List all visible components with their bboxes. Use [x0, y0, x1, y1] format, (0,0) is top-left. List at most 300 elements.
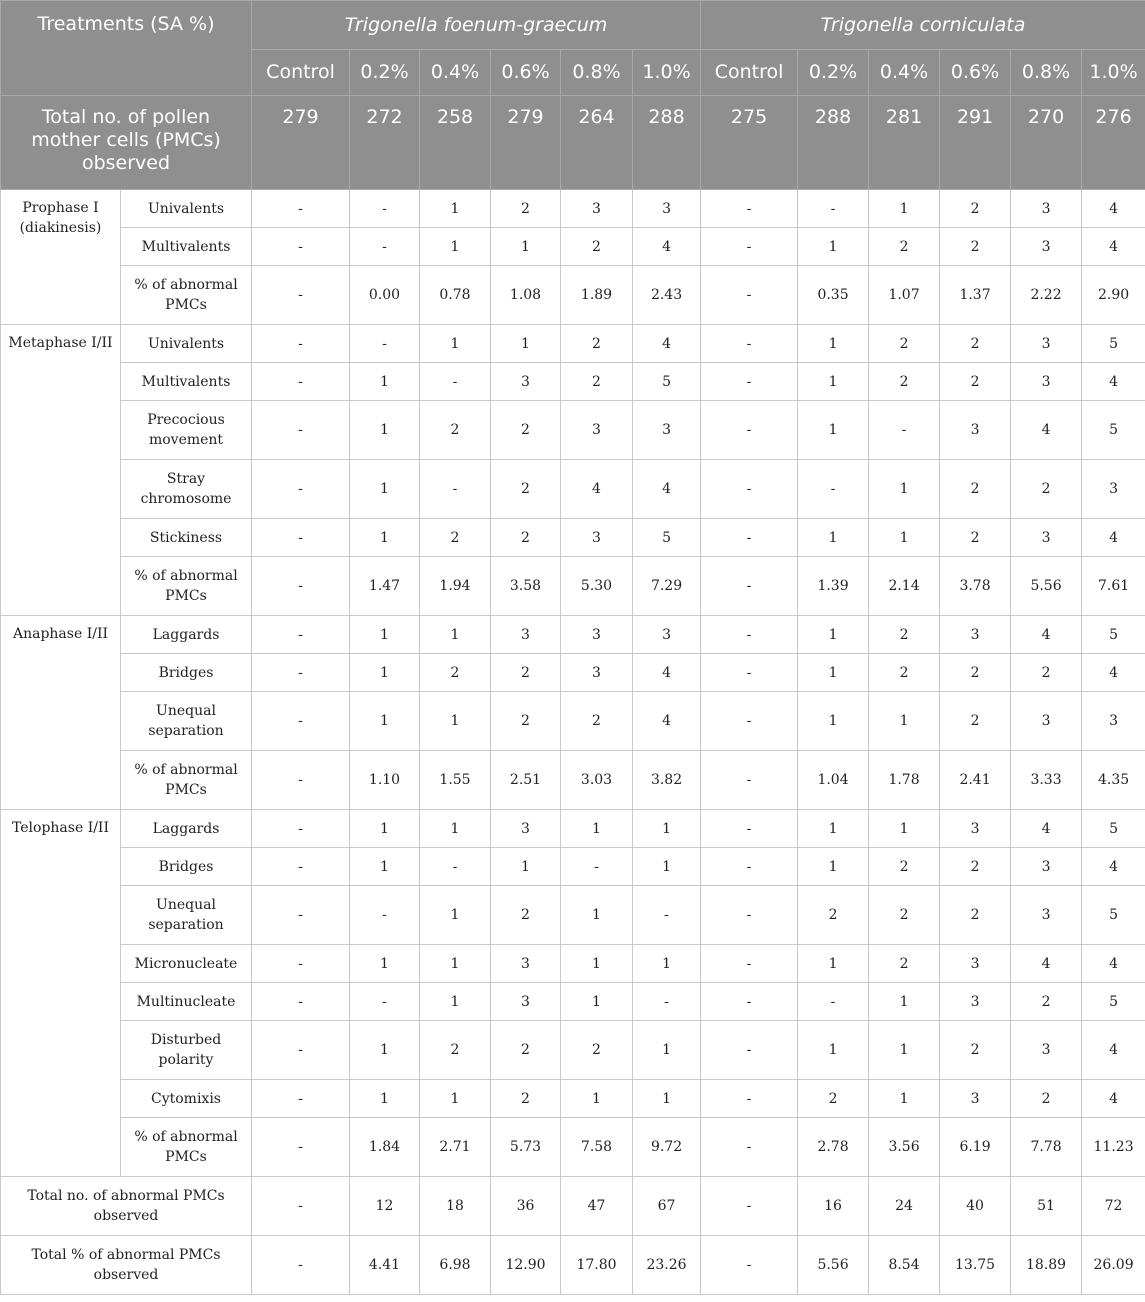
value-cell: 1 [350, 616, 420, 654]
value-cell: 3 [491, 363, 561, 401]
value-cell: 4 [1082, 363, 1145, 401]
value-cell: 2 [869, 945, 940, 983]
value-cell: 2 [1011, 1080, 1082, 1118]
value-cell: 1 [633, 945, 701, 983]
value-cell: 3.56 [869, 1118, 940, 1177]
total-value-cell: - [252, 1177, 350, 1236]
value-cell: 1 [869, 460, 940, 519]
species-header-row [1, 1, 1145, 50]
value-cell: 4 [1082, 1080, 1145, 1118]
value-cell: - [350, 983, 420, 1021]
value-cell: 1 [633, 1021, 701, 1080]
value-cell: - [701, 654, 798, 692]
stage-label: Prophase I (diakinesis) [1, 190, 121, 325]
value-cell: 1 [420, 190, 491, 228]
row-label: Bridges [121, 848, 252, 886]
total-pmc-value: 258 [420, 96, 491, 190]
value-cell: 2 [561, 692, 633, 751]
value-cell: 2 [1011, 654, 1082, 692]
species-header-2: Trigonella corniculata [701, 1, 1145, 50]
value-cell: 2.41 [940, 751, 1011, 810]
total-value-cell: 12 [350, 1177, 420, 1236]
value-cell: 3 [491, 810, 561, 848]
value-cell: - [701, 363, 798, 401]
value-cell: 2 [869, 363, 940, 401]
value-cell: - [252, 1021, 350, 1080]
value-cell: 3 [491, 616, 561, 654]
value-cell: 0.35 [798, 266, 869, 325]
value-cell: 1 [561, 810, 633, 848]
value-cell: - [701, 266, 798, 325]
total-value-cell: 18.89 [1011, 1236, 1082, 1295]
value-cell: 1 [798, 945, 869, 983]
value-cell: 2 [491, 1080, 561, 1118]
value-cell: 1 [350, 401, 420, 460]
value-cell: 1 [350, 1021, 420, 1080]
value-cell: 2 [420, 1021, 491, 1080]
value-cell: - [701, 945, 798, 983]
total-value-cell: - [701, 1236, 798, 1295]
value-cell: - [252, 519, 350, 557]
value-cell: - [252, 848, 350, 886]
value-cell: 2 [940, 848, 1011, 886]
value-cell: 1 [420, 886, 491, 945]
value-cell: - [701, 1021, 798, 1080]
total-value-cell: 51 [1011, 1177, 1082, 1236]
value-cell: 1 [420, 810, 491, 848]
value-cell: 9.72 [633, 1118, 701, 1177]
value-cell: - [252, 401, 350, 460]
dose-header: 0.8% [561, 50, 633, 96]
value-cell: - [252, 1080, 350, 1118]
total-value-cell: - [252, 1236, 350, 1295]
total-label: Total % of abnormal PMCs observed [1, 1236, 252, 1295]
row-label: Multinucleate [121, 983, 252, 1021]
total-pmc-value: 279 [491, 96, 561, 190]
value-cell: 3 [1011, 886, 1082, 945]
value-cell: 0.00 [350, 266, 420, 325]
value-cell: 3 [1082, 692, 1145, 751]
table-row [1, 460, 1145, 519]
value-cell: 1 [420, 1080, 491, 1118]
value-cell: 1.78 [869, 751, 940, 810]
value-cell: 4 [1082, 654, 1145, 692]
value-cell: 2 [869, 616, 940, 654]
value-cell: 2 [940, 190, 1011, 228]
total-value-cell: 72 [1082, 1177, 1145, 1236]
value-cell: 1 [491, 848, 561, 886]
value-cell: 1.08 [491, 266, 561, 325]
value-cell: - [420, 848, 491, 886]
value-cell: 1 [350, 1080, 420, 1118]
table-header [1, 1, 1145, 190]
value-cell: 1.04 [798, 751, 869, 810]
value-cell: 2 [940, 363, 1011, 401]
total-pmc-value: 291 [940, 96, 1011, 190]
value-cell: 4 [1011, 401, 1082, 460]
value-cell: 5 [1082, 616, 1145, 654]
dose-header: 0.2% [798, 50, 869, 96]
value-cell: 5 [633, 363, 701, 401]
value-cell: - [798, 460, 869, 519]
value-cell: - [701, 190, 798, 228]
total-value-cell: 18 [420, 1177, 491, 1236]
value-cell: 1 [350, 654, 420, 692]
value-cell: 2 [869, 886, 940, 945]
value-cell: 2.78 [798, 1118, 869, 1177]
value-cell: 4 [1082, 945, 1145, 983]
value-cell: 4 [1011, 810, 1082, 848]
row-label: % of abnormal PMCs [121, 751, 252, 810]
value-cell: 1 [420, 325, 491, 363]
value-cell: 3 [1011, 190, 1082, 228]
total-value-cell: 13.75 [940, 1236, 1011, 1295]
value-cell: 2 [561, 325, 633, 363]
dose-header: 0.4% [869, 50, 940, 96]
value-cell: 2 [491, 401, 561, 460]
value-cell: 2 [561, 1021, 633, 1080]
value-cell: 7.78 [1011, 1118, 1082, 1177]
dose-header: 0.8% [1011, 50, 1082, 96]
value-cell: 2 [798, 1080, 869, 1118]
value-cell: 3 [633, 401, 701, 460]
table-row [1, 519, 1145, 557]
value-cell: 5 [1082, 810, 1145, 848]
value-cell: 3 [940, 616, 1011, 654]
value-cell: - [252, 654, 350, 692]
value-cell: 4 [633, 654, 701, 692]
value-cell: 1 [798, 654, 869, 692]
total-value-cell: 23.26 [633, 1236, 701, 1295]
table-row [1, 654, 1145, 692]
value-cell: - [798, 983, 869, 1021]
row-label: % of abnormal PMCs [121, 557, 252, 616]
value-cell: 3 [940, 983, 1011, 1021]
value-cell: 1 [350, 810, 420, 848]
table-row [1, 266, 1145, 325]
total-row [1, 1236, 1145, 1295]
value-cell: - [701, 325, 798, 363]
row-label: % of abnormal PMCs [121, 266, 252, 325]
value-cell: 5 [1082, 401, 1145, 460]
value-cell: - [701, 848, 798, 886]
value-cell: 2 [491, 1021, 561, 1080]
value-cell: 1 [869, 1080, 940, 1118]
value-cell: 6.19 [940, 1118, 1011, 1177]
value-cell: 1 [350, 692, 420, 751]
value-cell: 2 [491, 692, 561, 751]
value-cell: 3 [491, 945, 561, 983]
value-cell: 4 [633, 325, 701, 363]
table-row [1, 886, 1145, 945]
value-cell: - [252, 692, 350, 751]
row-label: Multivalents [121, 228, 252, 266]
row-label: Stray chromosome [121, 460, 252, 519]
value-cell: 1 [798, 810, 869, 848]
value-cell: - [252, 228, 350, 266]
dose-header: 0.2% [350, 50, 420, 96]
value-cell: - [701, 1118, 798, 1177]
value-cell: 2 [491, 519, 561, 557]
dose-header: Control [701, 50, 798, 96]
value-cell: 7.58 [561, 1118, 633, 1177]
value-cell: 1 [420, 616, 491, 654]
value-cell: 3 [940, 810, 1011, 848]
value-cell: 2 [940, 228, 1011, 266]
value-cell: 3 [561, 401, 633, 460]
value-cell: - [798, 190, 869, 228]
value-cell: 5.30 [561, 557, 633, 616]
row-label: Bridges [121, 654, 252, 692]
value-cell: 1 [869, 190, 940, 228]
value-cell: 7.61 [1082, 557, 1145, 616]
value-cell: 1.55 [420, 751, 491, 810]
value-cell: 7.29 [633, 557, 701, 616]
value-cell: 4 [633, 460, 701, 519]
value-cell: 2 [420, 519, 491, 557]
value-cell: 5 [1082, 886, 1145, 945]
value-cell: 1 [798, 228, 869, 266]
total-pmc-value: 288 [798, 96, 869, 190]
value-cell: - [350, 190, 420, 228]
table-row [1, 810, 1145, 848]
value-cell: - [252, 1118, 350, 1177]
value-cell: 1 [798, 616, 869, 654]
value-cell: 4 [1011, 945, 1082, 983]
value-cell: 3 [561, 654, 633, 692]
total-pmc-value: 270 [1011, 96, 1082, 190]
value-cell: 1.10 [350, 751, 420, 810]
table-row [1, 190, 1145, 228]
value-cell: 3 [1011, 848, 1082, 886]
table-row [1, 1021, 1145, 1080]
total-pmc-value: 281 [869, 96, 940, 190]
table-row [1, 1080, 1145, 1118]
value-cell: 4 [633, 228, 701, 266]
total-label: Total no. of abnormal PMCs observed [1, 1177, 252, 1236]
value-cell: 1 [420, 983, 491, 1021]
row-label: Laggards [121, 616, 252, 654]
value-cell: - [252, 266, 350, 325]
value-cell: 2 [1011, 983, 1082, 1021]
value-cell: 2 [420, 401, 491, 460]
value-cell: 1 [350, 363, 420, 401]
value-cell: - [701, 983, 798, 1021]
value-cell: 3 [633, 190, 701, 228]
row-label: Precocious movement [121, 401, 252, 460]
value-cell: 5 [633, 519, 701, 557]
value-cell: 1.07 [869, 266, 940, 325]
table-body [1, 190, 1145, 1295]
value-cell: - [252, 810, 350, 848]
value-cell: 2 [420, 654, 491, 692]
value-cell: 2.22 [1011, 266, 1082, 325]
value-cell: 1.89 [561, 266, 633, 325]
row-label: Univalents [121, 325, 252, 363]
value-cell: - [701, 751, 798, 810]
table-row [1, 945, 1145, 983]
row-label: Laggards [121, 810, 252, 848]
species-header-1: Trigonella foenum-graecum [252, 1, 701, 50]
value-cell: 5 [1082, 325, 1145, 363]
value-cell: 2 [491, 460, 561, 519]
value-cell: 3 [940, 1080, 1011, 1118]
value-cell: 1 [561, 1080, 633, 1118]
value-cell: 2 [561, 363, 633, 401]
value-cell: 2 [940, 692, 1011, 751]
total-value-cell: 47 [561, 1177, 633, 1236]
value-cell: 1 [350, 460, 420, 519]
total-value-cell: 26.09 [1082, 1236, 1145, 1295]
value-cell: 4 [1082, 190, 1145, 228]
value-cell: - [701, 810, 798, 848]
value-cell: - [252, 886, 350, 945]
value-cell: 2 [940, 886, 1011, 945]
value-cell: - [633, 983, 701, 1021]
total-pmc-value: 276 [1082, 96, 1145, 190]
value-cell: - [252, 325, 350, 363]
value-cell: 1 [869, 1021, 940, 1080]
value-cell: 1 [798, 848, 869, 886]
value-cell: 2 [491, 190, 561, 228]
table-row [1, 401, 1145, 460]
value-cell: - [561, 848, 633, 886]
value-cell: 1 [633, 1080, 701, 1118]
value-cell: 2 [1011, 460, 1082, 519]
value-cell: 1 [491, 228, 561, 266]
value-cell: - [701, 692, 798, 751]
total-value-cell: 17.80 [561, 1236, 633, 1295]
value-cell: - [701, 401, 798, 460]
value-cell: 3 [1011, 519, 1082, 557]
value-cell: 1 [420, 945, 491, 983]
row-label: Disturbed polarity [121, 1021, 252, 1080]
value-cell: - [633, 886, 701, 945]
total-value-cell: 6.98 [420, 1236, 491, 1295]
stage-label: Metaphase I/II [1, 325, 121, 616]
total-value-cell: 24 [869, 1177, 940, 1236]
value-cell: 4.35 [1082, 751, 1145, 810]
value-cell: 2.90 [1082, 266, 1145, 325]
table-row [1, 228, 1145, 266]
value-cell: 2 [491, 654, 561, 692]
value-cell: - [350, 228, 420, 266]
value-cell: 1 [420, 692, 491, 751]
value-cell: 1 [869, 983, 940, 1021]
value-cell: - [701, 886, 798, 945]
value-cell: 1 [491, 325, 561, 363]
value-cell: 1.84 [350, 1118, 420, 1177]
value-cell: 3 [561, 616, 633, 654]
value-cell: 1.94 [420, 557, 491, 616]
value-cell: 2 [940, 519, 1011, 557]
value-cell: 3.33 [1011, 751, 1082, 810]
value-cell: 3.82 [633, 751, 701, 810]
value-cell: 5.73 [491, 1118, 561, 1177]
value-cell: - [701, 616, 798, 654]
value-cell: 3 [1011, 363, 1082, 401]
value-cell: 1 [869, 692, 940, 751]
total-row [1, 1177, 1145, 1236]
value-cell: 1 [633, 810, 701, 848]
value-cell: 2 [869, 654, 940, 692]
value-cell: 1 [350, 848, 420, 886]
value-cell: 1 [798, 692, 869, 751]
value-cell: 5 [1082, 983, 1145, 1021]
row-label: % of abnormal PMCs [121, 1118, 252, 1177]
dose-header: 0.6% [940, 50, 1011, 96]
row-label: Micronucleate [121, 945, 252, 983]
value-cell: - [350, 325, 420, 363]
value-cell: 2.43 [633, 266, 701, 325]
value-cell: - [252, 363, 350, 401]
value-cell: 2 [561, 228, 633, 266]
value-cell: 3 [940, 945, 1011, 983]
dose-header: 0.6% [491, 50, 561, 96]
dose-header: 1.0% [633, 50, 701, 96]
value-cell: - [701, 519, 798, 557]
value-cell: 2 [869, 228, 940, 266]
value-cell: 3.03 [561, 751, 633, 810]
row-label: Unequal separation [121, 886, 252, 945]
table-row [1, 325, 1145, 363]
value-cell: 3.58 [491, 557, 561, 616]
value-cell: 1 [798, 519, 869, 557]
value-cell: - [701, 557, 798, 616]
table-row [1, 1118, 1145, 1177]
total-value-cell: 12.90 [491, 1236, 561, 1295]
value-cell: - [350, 886, 420, 945]
value-cell: 1 [633, 848, 701, 886]
total-pmc-value: 279 [252, 96, 350, 190]
value-cell: 5.56 [1011, 557, 1082, 616]
value-cell: 3 [1011, 325, 1082, 363]
value-cell: 3 [1011, 228, 1082, 266]
value-cell: 2.51 [491, 751, 561, 810]
value-cell: 1 [350, 945, 420, 983]
value-cell: 2 [940, 325, 1011, 363]
value-cell: 1 [350, 519, 420, 557]
value-cell: - [701, 1080, 798, 1118]
value-cell: 3 [633, 616, 701, 654]
value-cell: 3 [1011, 1021, 1082, 1080]
value-cell: 2 [869, 325, 940, 363]
value-cell: - [252, 983, 350, 1021]
table-row [1, 557, 1145, 616]
row-label: Univalents [121, 190, 252, 228]
value-cell: - [252, 557, 350, 616]
value-cell: 4 [1082, 848, 1145, 886]
value-cell: 2 [869, 848, 940, 886]
stage-label: Telophase I/II [1, 810, 121, 1177]
total-value-cell: 36 [491, 1177, 561, 1236]
total-value-cell: 5.56 [798, 1236, 869, 1295]
stage-label: Anaphase I/II [1, 616, 121, 810]
total-pmc-value: 264 [561, 96, 633, 190]
value-cell: 1 [420, 228, 491, 266]
value-cell: 3 [491, 983, 561, 1021]
dose-header: 1.0% [1082, 50, 1145, 96]
value-cell: 4 [633, 692, 701, 751]
table-row [1, 616, 1145, 654]
value-cell: - [252, 945, 350, 983]
value-cell: 1.39 [798, 557, 869, 616]
row-label: Unequal separation [121, 692, 252, 751]
value-cell: - [252, 190, 350, 228]
value-cell: 2 [940, 1021, 1011, 1080]
row-label: Multivalents [121, 363, 252, 401]
table-row [1, 848, 1145, 886]
